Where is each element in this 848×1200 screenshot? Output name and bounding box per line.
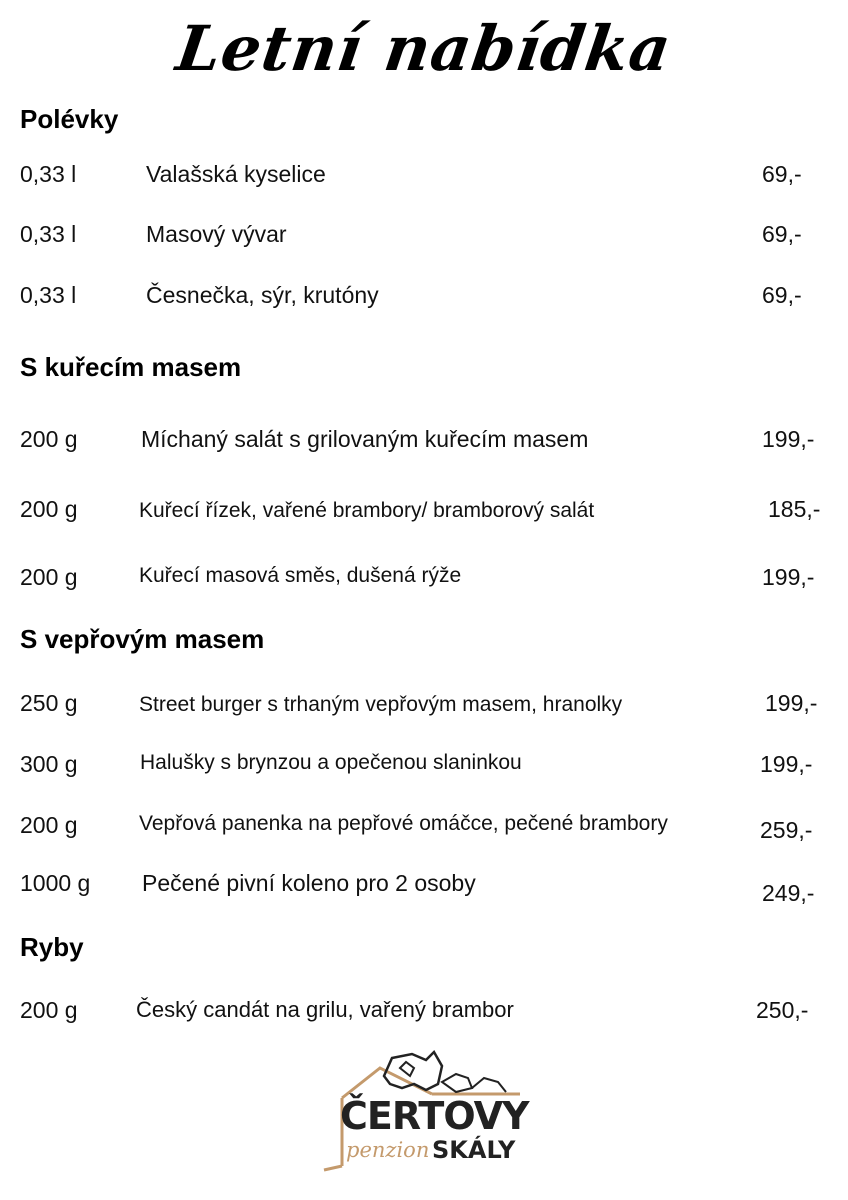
item-price: 199,-: [762, 426, 815, 452]
item-quantity: 1000 g: [20, 870, 91, 896]
item-name: Masový vývar: [146, 221, 287, 247]
menu-item: [0, 812, 848, 846]
menu-item: [0, 496, 848, 530]
item-price: 199,-: [762, 564, 815, 590]
penzion-logo: [322, 1048, 532, 1173]
menu-item: [0, 282, 848, 316]
item-price: 69,-: [762, 282, 802, 308]
item-quantity: 300 g: [20, 751, 78, 777]
item-name: Vepřová panenka na pepřové omáčce, pečené brambory: [139, 812, 668, 835]
item-quantity: 200 g: [20, 812, 78, 838]
item-quantity: 200 g: [20, 564, 78, 590]
item-price: 259,-: [760, 817, 813, 843]
section-heading-chicken: S kuřecím masem: [20, 352, 242, 382]
item-name: Český candát na grilu, vařený brambor: [136, 997, 514, 1022]
item-name: Kuřecí masová směs, dušená rýže: [139, 564, 462, 587]
menu-item: [0, 426, 848, 460]
item-quantity: 200 g: [20, 426, 78, 452]
menu-item: [0, 997, 848, 1031]
menu-title: Letní nabídka: [172, 12, 676, 85]
item-quantity: 0,33 l: [20, 221, 77, 247]
menu-item: [0, 221, 848, 255]
item-price: 199,-: [765, 690, 818, 716]
logo-name-script: penzion: [346, 1138, 430, 1162]
menu-item: [0, 870, 848, 904]
logo-name-top: ČERTOVY: [340, 1094, 529, 1138]
item-name: Halušky s brynzou a opečenou slaninkou: [140, 751, 522, 774]
logo-name-bottom: SKÁLY: [432, 1136, 516, 1164]
item-name: Česnečka, sýr, krutóny: [146, 282, 379, 308]
item-name: Kuřecí řízek, vařené brambory/ bramborový salát: [139, 499, 595, 522]
item-name: Street burger s trhaným vepřovým masem, hranolky: [139, 693, 623, 716]
item-name: Míchaný salát s grilovaným kuřecím masem: [141, 426, 589, 452]
item-price: 69,-: [762, 161, 802, 187]
item-quantity: 250 g: [20, 690, 78, 716]
menu-item: [0, 161, 848, 195]
item-quantity: 200 g: [20, 496, 78, 522]
item-quantity: 0,33 l: [20, 161, 77, 187]
item-price: 69,-: [762, 221, 802, 247]
section-heading-fish: Ryby: [20, 932, 84, 962]
item-quantity: 0,33 l: [20, 282, 77, 308]
section-heading-soups: Polévky: [20, 104, 119, 134]
item-price: 249,-: [762, 880, 815, 906]
item-price: 185,-: [768, 496, 821, 522]
menu-item: [0, 751, 848, 785]
section-heading-pork: S vepřovým masem: [20, 624, 265, 654]
item-quantity: 200 g: [20, 997, 78, 1023]
item-price: 199,-: [760, 751, 813, 777]
menu-item: [0, 564, 848, 598]
item-price: 250,-: [756, 997, 809, 1023]
item-name: Pečené pivní koleno pro 2 osoby: [142, 870, 476, 896]
menu-item: [0, 690, 848, 724]
item-name: Valašská kyselice: [146, 161, 326, 187]
